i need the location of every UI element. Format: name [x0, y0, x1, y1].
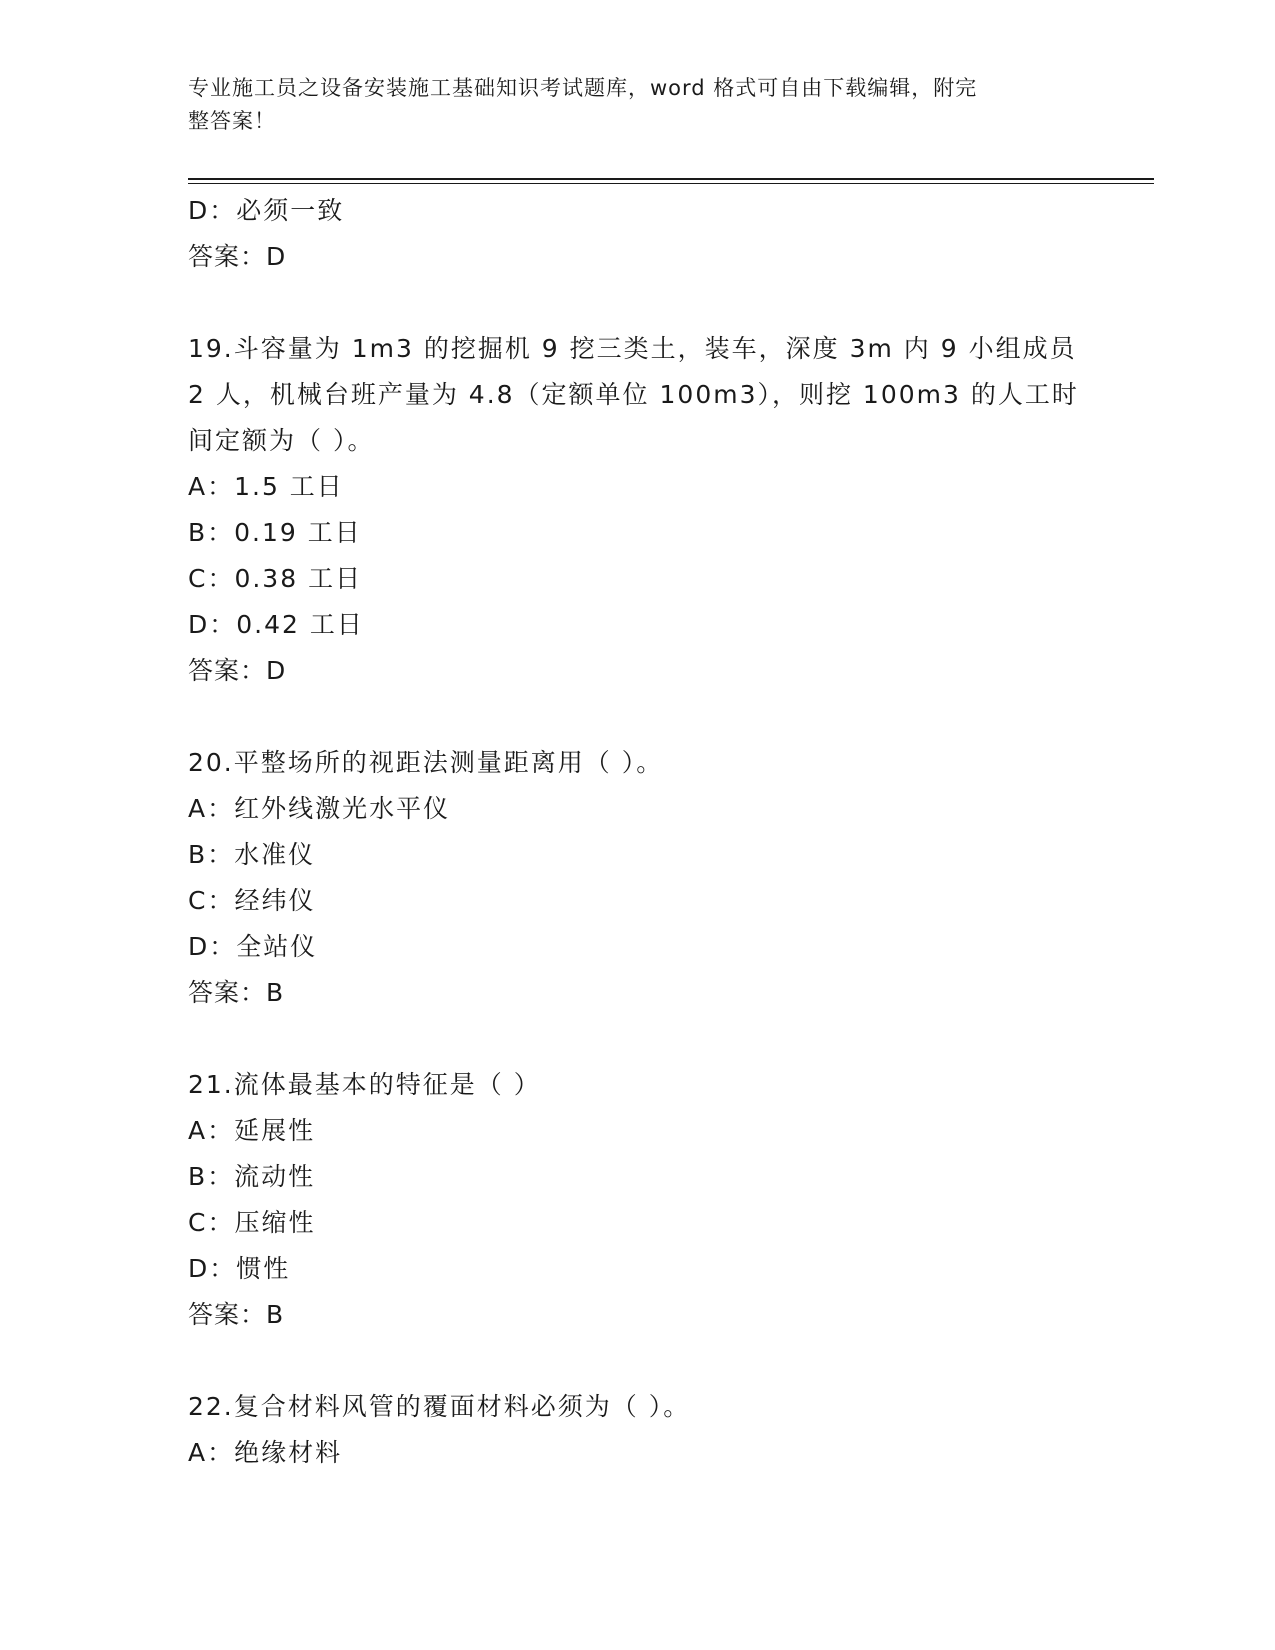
option-b: B：水准仪: [188, 840, 316, 869]
spacer: [188, 1338, 1088, 1384]
question-19: [188, 326, 1088, 694]
header-line-2: 整答案！: [188, 109, 276, 133]
question-text-line: 19.斗容量为 1m3 的挖掘机 9 挖三类土，装车，深度 3m 内 9 小组成员: [188, 334, 1077, 363]
question-text-line: 2 人，机械台班产量为 4.8（定额单位 100m3），则挖 100m3 的人工时: [188, 380, 1079, 409]
question-text-line: 22.复合材料风管的覆面材料必须为（ ）。: [188, 1392, 691, 1421]
option-b: B：流动性: [188, 1162, 316, 1191]
spacer: [188, 280, 1088, 326]
question-text-line: 间定额为（ ）。: [188, 426, 375, 455]
option-d: D：0.42 工日: [188, 610, 364, 639]
question-text-line: 20.平整场所的视距法测量距离用（ ）。: [188, 748, 664, 777]
option-c: C：经纬仪: [188, 886, 316, 915]
header-divider-thin: [188, 183, 1154, 184]
option-c: C：0.38 工日: [188, 564, 363, 593]
document-header: [188, 72, 1068, 138]
header-divider-thick: [188, 178, 1154, 180]
answer-line: 答案：D: [188, 656, 287, 685]
option-a: A：红外线激光水平仪: [188, 794, 451, 823]
option-d: D：惯性: [188, 1254, 291, 1283]
answer-line: 答案：D: [188, 242, 287, 271]
option-d: D：全站仪: [188, 932, 318, 961]
answer-line: 答案：B: [188, 978, 285, 1007]
header-line-1: 专业施工员之设备安装施工基础知识考试题库，word 格式可自由下载编辑，附完: [188, 76, 978, 100]
option-b: B：0.19 工日: [188, 518, 362, 547]
option-d: D：必须一致: [188, 196, 345, 225]
spacer: [188, 694, 1088, 740]
option-a: A：1.5 工日: [188, 472, 344, 501]
spacer: [188, 1016, 1088, 1062]
option-c: C：压缩性: [188, 1208, 316, 1237]
option-a: A：延展性: [188, 1116, 316, 1145]
question-22: [188, 1384, 1088, 1476]
answer-line: 答案：B: [188, 1300, 285, 1329]
question-text-line: 21.流体最基本的特征是（ ）: [188, 1070, 541, 1099]
option-a: A：绝缘材料: [188, 1438, 343, 1467]
question-21: [188, 1062, 1088, 1338]
question-20: [188, 740, 1088, 1016]
question-list: [188, 188, 1088, 1476]
